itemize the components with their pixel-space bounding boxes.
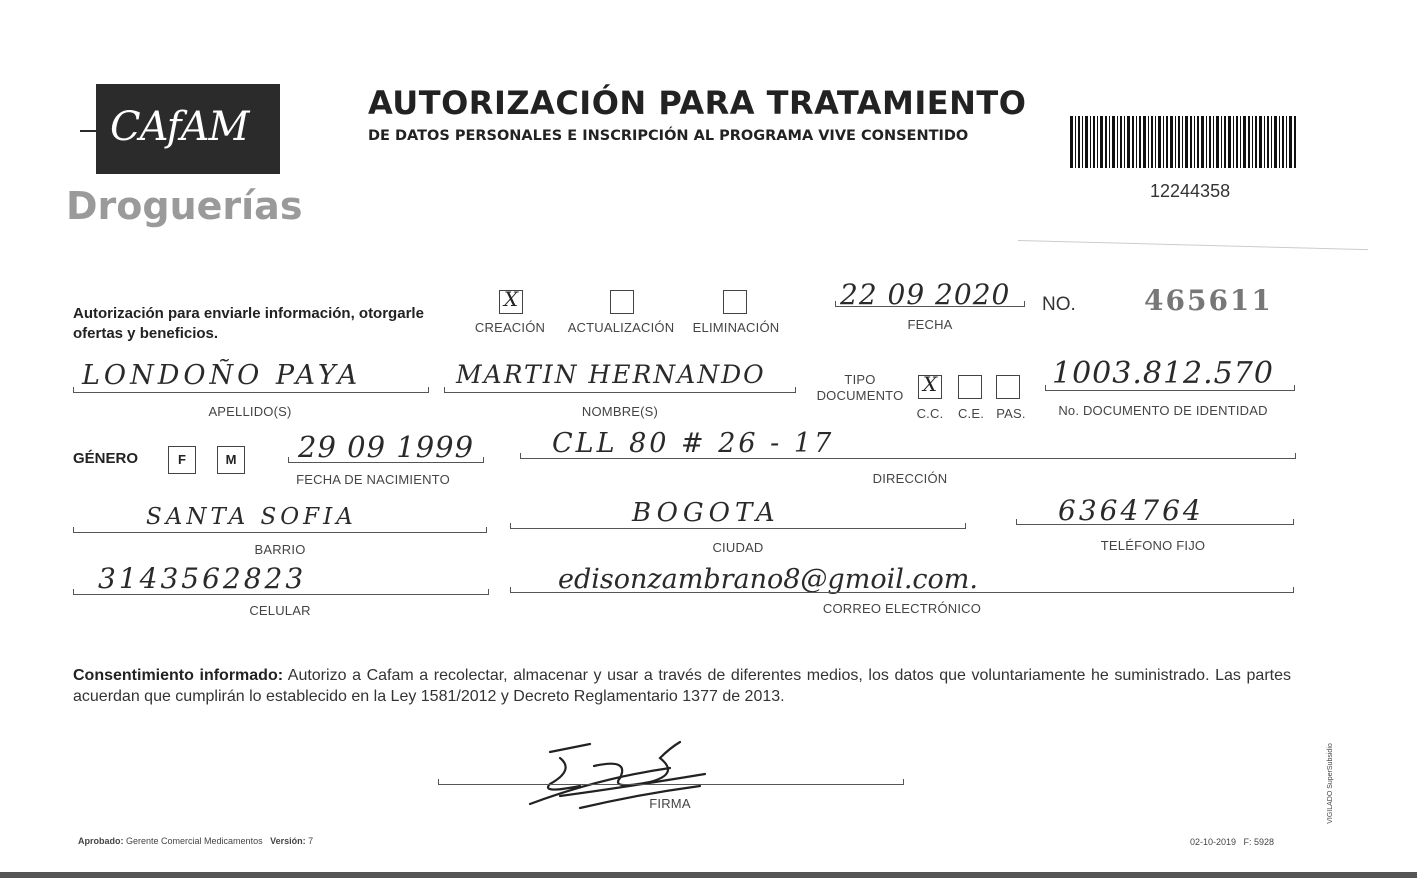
deletion-label: ELIMINACIÓN bbox=[692, 320, 780, 335]
gender-label: GÉNERO bbox=[73, 450, 139, 467]
date-caption: FECHA bbox=[907, 317, 953, 332]
approved-value: Gerente Comercial Medicamentos bbox=[126, 836, 263, 846]
consent-bold: Consentimiento informado: bbox=[73, 667, 284, 684]
phone-line bbox=[1016, 524, 1294, 525]
barcode-number: 12244358 bbox=[1150, 181, 1231, 201]
brand-subtitle: Droguerías bbox=[66, 184, 303, 228]
address-line bbox=[520, 458, 1296, 459]
city-line bbox=[510, 528, 966, 529]
deletion-checkbox[interactable] bbox=[723, 290, 747, 314]
email-value[interactable]: edisonzambrano8@gmoil.com. bbox=[558, 564, 978, 595]
mobile-line bbox=[73, 594, 489, 595]
cafam-logo bbox=[96, 84, 280, 174]
supersubsidio-seal: VIGILADO SuperSubsidio bbox=[1326, 743, 1334, 824]
doc-number-value[interactable]: 1003.812.570 bbox=[1052, 356, 1274, 391]
consent-text: Autorizo a Cafam a recolectar, almacenar y usar a través de diferentes medios, los datos que voluntariamente he suministrado. Las partes acuerdan que cumplirán lo establecido en la Ley 1581/2012 y Decreto Reglamentario 1377 de 2013. bbox=[73, 667, 1291, 705]
surname-caption: APELLIDO(S) bbox=[208, 404, 292, 419]
address-value[interactable]: CLL 80 # 26 - 17 bbox=[552, 428, 835, 459]
footer-approved bbox=[78, 836, 313, 846]
ce-label: C.E. bbox=[957, 406, 985, 421]
barcode bbox=[1070, 116, 1296, 168]
pas-label: PAS. bbox=[996, 406, 1026, 421]
consent-paragraph bbox=[73, 665, 1291, 707]
city-value[interactable]: BOGOTA bbox=[632, 498, 780, 528]
city-caption: CIUDAD bbox=[712, 540, 764, 555]
cc-checkbox[interactable] bbox=[918, 372, 942, 399]
doc-number-caption: No. DOCUMENTO DE IDENTIDAD bbox=[1058, 403, 1268, 418]
address-caption: DIRECCIÓN bbox=[872, 471, 948, 486]
signature-caption: FIRMA bbox=[649, 796, 691, 811]
check-mark: X bbox=[922, 372, 938, 396]
creation-label: CREACIÓN bbox=[474, 320, 546, 335]
scan-line bbox=[1018, 240, 1368, 250]
authorization-label: Autorización para enviarle información, otorgarle ofertas y beneficios. bbox=[73, 305, 424, 342]
surname-line bbox=[73, 392, 429, 393]
approved-label: Aprobado: bbox=[78, 836, 124, 846]
mobile-caption: CELULAR bbox=[249, 603, 311, 618]
doc-type-label-2: DOCUMENTO bbox=[816, 388, 904, 403]
email-caption: CORREO ELECTRÓNICO bbox=[822, 601, 982, 616]
gender-m-checkbox[interactable] bbox=[217, 446, 245, 474]
phone-caption: TELÉFONO FIJO bbox=[1100, 538, 1206, 553]
footer-code: 02-10-2019 F: 5928 bbox=[1190, 837, 1275, 847]
date-line bbox=[835, 306, 1025, 307]
names-caption: NOMBRE(S) bbox=[581, 404, 659, 419]
birth-caption: FECHA DE NACIMIENTO bbox=[296, 472, 450, 487]
names-value[interactable]: MARTIN HERNANDO bbox=[456, 360, 766, 389]
doc-type-label-1: TIPO bbox=[844, 372, 876, 387]
neighborhood-line bbox=[73, 532, 487, 533]
names-line bbox=[444, 392, 796, 393]
version-value: 7 bbox=[308, 836, 314, 846]
surname-value[interactable]: LONDOÑO PAYA bbox=[82, 360, 362, 391]
ce-checkbox[interactable] bbox=[958, 375, 982, 399]
creation-checkbox[interactable] bbox=[499, 287, 523, 314]
update-label: ACTUALIZACIÓN bbox=[567, 320, 675, 335]
logo-dash bbox=[80, 130, 98, 132]
gender-f-label: F bbox=[178, 452, 186, 467]
neighborhood-caption: BARRIO bbox=[254, 542, 306, 557]
phone-value[interactable]: 6364764 bbox=[1058, 494, 1204, 527]
form-number: 465611 bbox=[1144, 284, 1273, 317]
version-label: Versión: bbox=[270, 836, 306, 846]
gender-m-label: M bbox=[225, 452, 237, 467]
check-mark: X bbox=[503, 287, 519, 311]
pas-checkbox[interactable] bbox=[996, 375, 1020, 399]
birth-line bbox=[288, 462, 484, 463]
page-bottom-edge bbox=[0, 872, 1417, 878]
neighborhood-value[interactable]: SANTA SOFIA bbox=[146, 504, 357, 530]
date-value[interactable]: 22 09 2020 bbox=[840, 278, 1011, 311]
doc-number-line bbox=[1045, 390, 1295, 391]
page-title: AUTORIZACIÓN PARA TRATAMIENTO bbox=[368, 84, 1027, 122]
page-subheading: DE DATOS PERSONALES E INSCRIPCIÓN AL PROGRAMA VIVE CONSENTIDO bbox=[368, 128, 969, 144]
logo-text: CAfAM bbox=[110, 104, 249, 150]
gender-f-checkbox[interactable] bbox=[168, 446, 196, 474]
signature-line bbox=[438, 784, 904, 785]
cc-label: C.C. bbox=[916, 406, 944, 421]
update-checkbox[interactable] bbox=[610, 290, 634, 314]
birth-value[interactable]: 29 09 1999 bbox=[298, 430, 475, 464]
number-label: NO. bbox=[1042, 294, 1076, 315]
mobile-value[interactable]: 3143562823 bbox=[98, 562, 307, 595]
email-line bbox=[510, 592, 1294, 593]
